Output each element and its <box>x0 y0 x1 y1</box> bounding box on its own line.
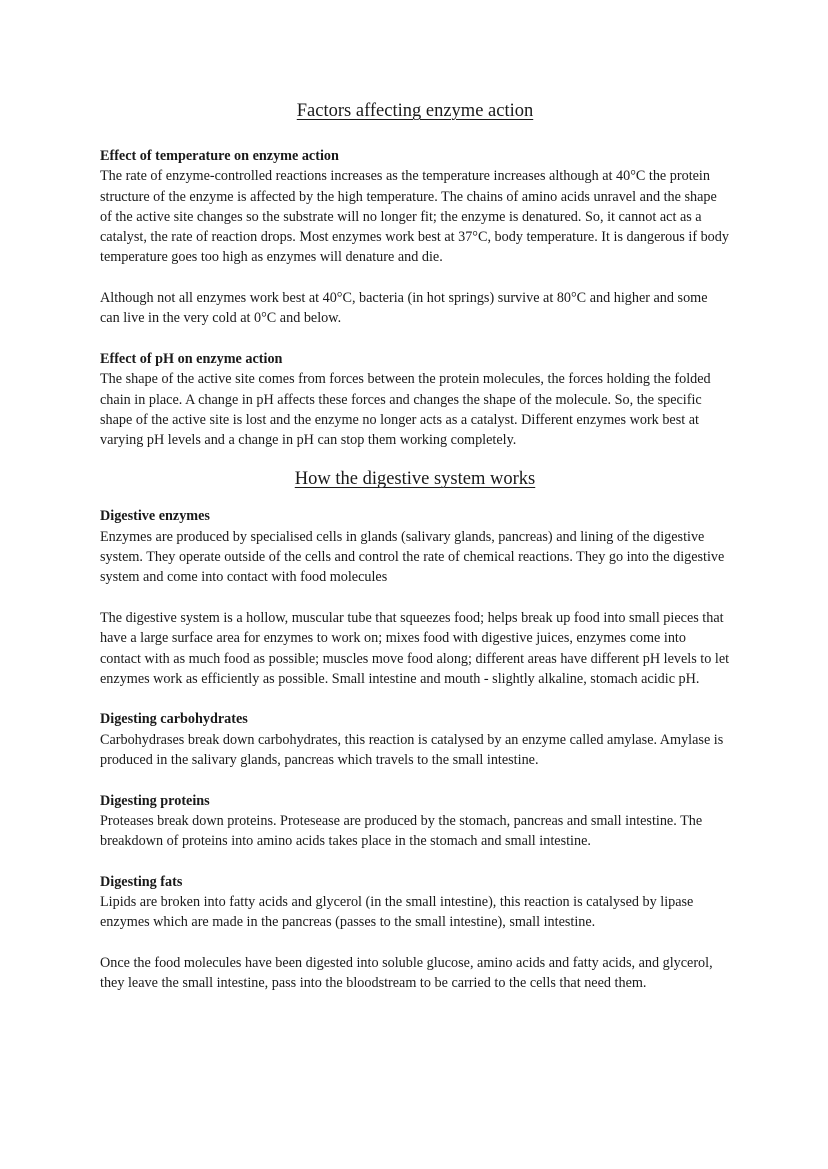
paragraph-gap <box>100 588 730 608</box>
paragraph-gap <box>100 689 730 709</box>
section-heading-temperature: Effect of temperature on enzyme action <box>100 148 339 164</box>
paragraph-proteins-1: Proteases break down proteins. Protesease are produced by the stomach, pancreas and small intestine. The breakdown of proteins into amino acids takes place in the stomach and small intestine. <box>100 812 703 850</box>
section-title-digestive-system: How the digestive system works <box>294 469 536 490</box>
paragraph-gap <box>100 329 730 349</box>
paragraph-temperature-1: The rate of enzyme-controlled reactions increases as the temperature increases although at 40°C the protein structure of the enzyme is affected by the high temperature. The chains of amino acids unravel and the shape of the active site changes so the substrate will no longer fit; the enzyme is denatured. So, it cannot act as a catalyst, the rate of reaction drops. Most enzymes work best at 37°C, body temperature. It is dangerous if body temperature goes too high as enzymes will denature and die. <box>100 168 729 266</box>
paragraph-ph-1: The shape of the active site comes from forces between the protein molecules, the forces holding the folded chain in place. A change in pH affects these forces and changes the shape of the molecule. So, the specific shape of the active site is lost and the enzyme no longer acts as a catalyst. Different enzymes work best at varying pH levels and a change in pH can stop them working completely. <box>100 371 711 449</box>
section-heading-digestive-enzymes: Digestive enzymes <box>100 508 210 525</box>
section-heading-ph: Effect of pH on enzyme action <box>100 350 283 367</box>
section-heading-proteins: Digesting proteins <box>100 792 210 809</box>
paragraph-gap <box>100 770 730 790</box>
paragraph-gap <box>100 933 730 953</box>
paragraph-temperature-2: Although not all enzymes work best at 40°C, bacteria (in hot springs) survive at 80°C and higher and some can live in the very cold at 0°C and below. <box>100 290 708 327</box>
paragraph-digestive-enzymes-2: The digestive system is a hollow, muscular tube that squeezes food; helps break up food into small pieces that have a large surface area for enzymes to work on; mixes food with digestive juices, enzymes come into contact with as much food as possible; muscles move food along; different areas have different pH levels to let enzymes work as efficiently as possible. Small intestine and mouth - slightly alkaline, stomach acidic pH. <box>100 609 730 687</box>
document-title: Factors affecting enzyme action <box>296 101 534 121</box>
section-heading-fats: Digesting fats <box>100 873 183 890</box>
paragraph-gap <box>100 268 730 288</box>
paragraph-fats-1: Lipids are broken into fatty acids and glycerol (in the small intestine), this reaction is catalysed by lipase enzymes which are made in the pancreas (passes to the small intestine), small intestine. <box>100 894 694 931</box>
paragraph-carbohydrates-1: Carbohydrases break down carbohydrates, this reaction is catalysed by an enzyme called amylase. Amylase is produced in the salivary glands, pancreas which travels to the small intestine. <box>100 731 724 769</box>
paragraph-digestive-enzymes-1: Enzymes are produced by specialised cells in glands (salivary glands, pancreas) and lining of the digestive system. They operate outside of the cells and control the rate of chemical reactions. They go into the digestive system and come into contact with food molecules <box>100 528 725 586</box>
paragraph-fats-2: Once the food molecules have been digested into soluble glucose, amino acids and fatty acids, and glycerol, they leave the small intestine, pass into the bloodstream to be carried to the cells that need them. <box>100 954 713 992</box>
section-heading-carbohydrates: Digesting carbohydrates <box>100 711 248 728</box>
paragraph-gap <box>100 852 730 872</box>
document-body <box>100 96 730 994</box>
